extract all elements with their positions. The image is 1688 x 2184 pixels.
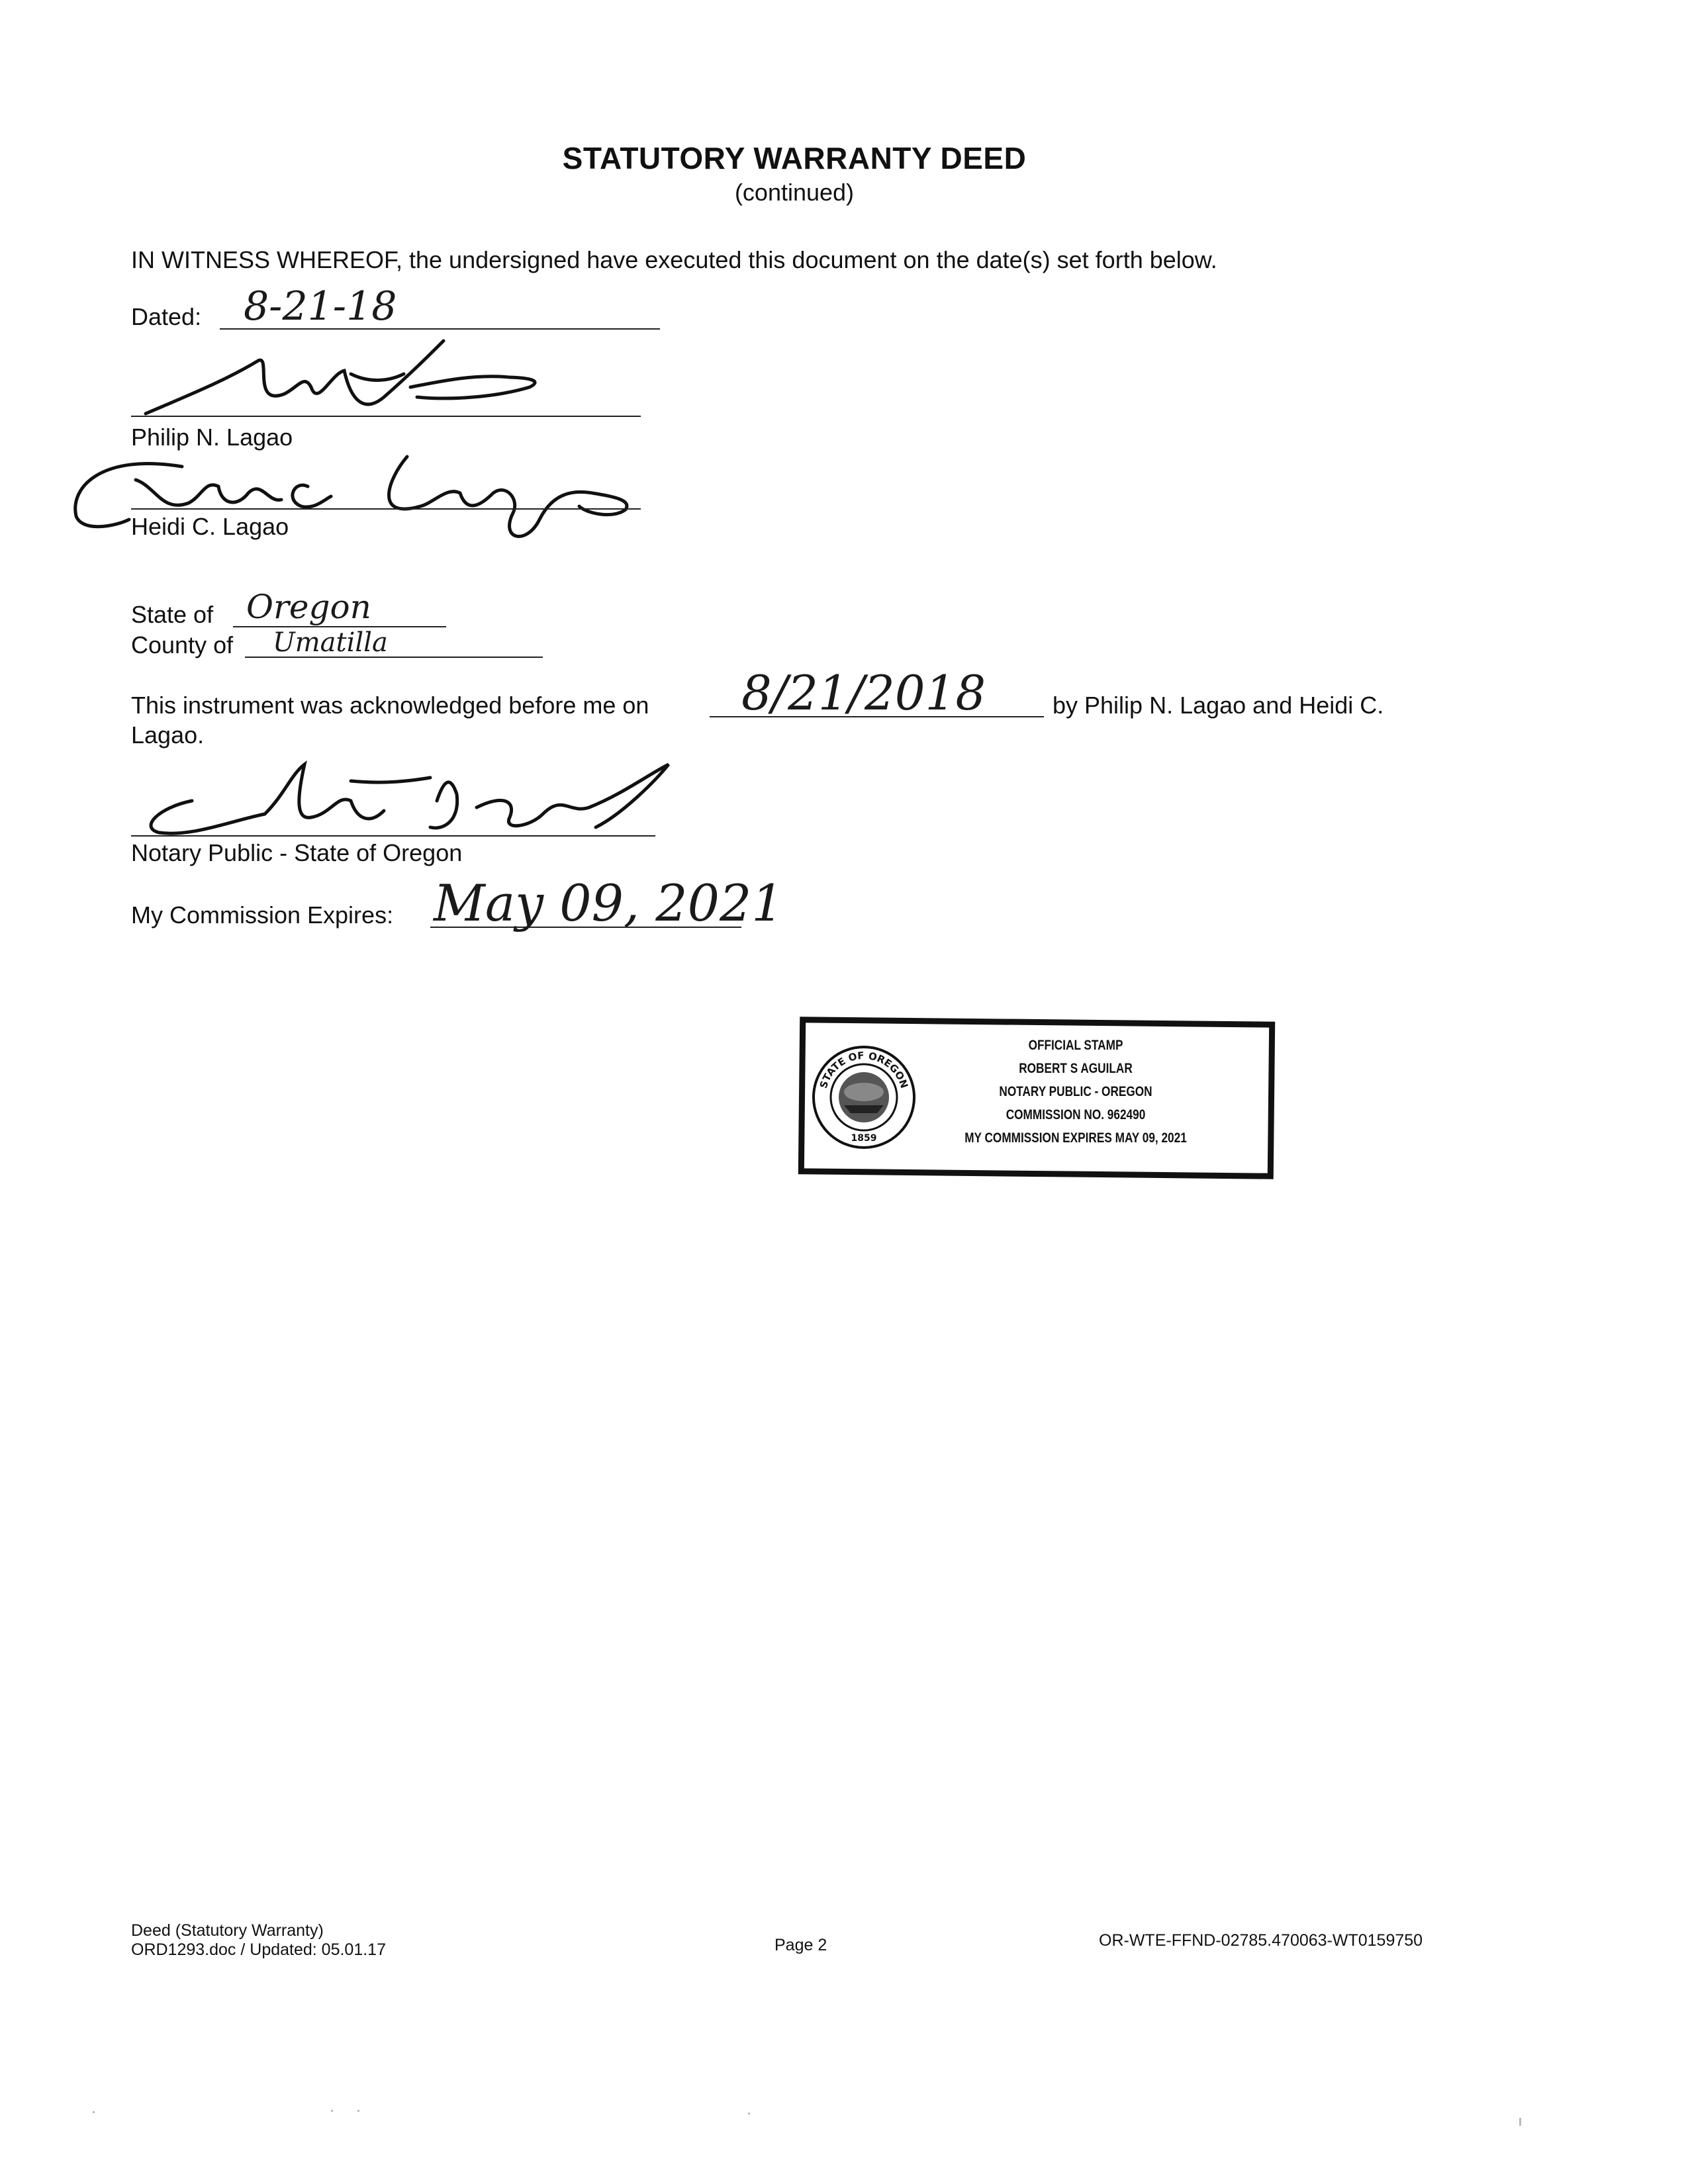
state-value: Oregon xyxy=(246,588,371,626)
footer-page-number: Page 2 xyxy=(774,1936,827,1954)
commission-expires-value: May 09, 2021 xyxy=(434,874,784,933)
footer-order-reference: OR-WTE-FFND-02785.470063-WT0159750 xyxy=(1099,1931,1423,1950)
dated-label: Dated: xyxy=(131,303,202,330)
footer-doc-type: Deed (Statutory Warranty) xyxy=(131,1921,324,1940)
document-title: STATUTORY WARRANTY DEED xyxy=(562,141,1027,175)
signer-2-name: Heidi C. Lagao xyxy=(131,513,289,540)
scan-artifact xyxy=(748,2113,750,2115)
stamp-text xyxy=(954,1034,1198,1150)
document-subtitle: (continued) xyxy=(734,179,855,206)
notary-signature xyxy=(132,754,675,847)
acknowledgment-parties-continued: Lagao. xyxy=(131,721,205,749)
scan-artifact xyxy=(331,2110,333,2112)
oregon-seal-icon xyxy=(811,1044,917,1150)
stamp-line: OFFICIAL STAMP xyxy=(1028,1038,1123,1053)
stamp-line: NOTARY PUBLIC - OREGON xyxy=(999,1084,1152,1099)
signer-1-line xyxy=(131,416,641,417)
stamp-line: MY COMMISSION EXPIRES MAY 09, 2021 xyxy=(964,1130,1187,1146)
seal-text: STATE OF OREGON xyxy=(817,1049,911,1090)
footer-doc-file: ORD1293.doc / Updated: 05.01.17 xyxy=(131,1940,386,1959)
scan-artifact xyxy=(1519,2118,1521,2126)
dated-value: 8-21-18 xyxy=(244,283,397,330)
acknowledgment-text: This instrument was acknowledged before me on xyxy=(131,692,649,719)
seal-year: 1859 xyxy=(851,1133,877,1144)
commission-expires-label: My Commission Expires: xyxy=(131,901,394,929)
acknowledgment-parties: by Philip N. Lagao and Heidi C. xyxy=(1053,692,1384,719)
scan-artifact xyxy=(357,2110,359,2112)
county-value: Umatilla xyxy=(273,627,388,658)
notary-label: Notary Public - State of Oregon xyxy=(131,839,463,866)
stamp-line: COMMISSION NO. 962490 xyxy=(1006,1107,1146,1122)
signer-2-line xyxy=(131,508,641,510)
stamp-line: ROBERT S AGUILAR xyxy=(1019,1061,1133,1076)
signer-1-name: Philip N. Lagao xyxy=(131,424,293,451)
witness-statement: IN WITNESS WHEREOF, the undersigned have executed this document on the date(s) set forth below. xyxy=(131,246,1217,273)
state-label: State of xyxy=(131,601,214,628)
acknowledgment-date: 8/21/2018 xyxy=(741,665,986,721)
county-label: County of xyxy=(131,631,234,659)
notary-signature-line xyxy=(131,835,655,837)
scan-artifact xyxy=(93,2111,95,2113)
signer-1-signature xyxy=(132,334,556,427)
